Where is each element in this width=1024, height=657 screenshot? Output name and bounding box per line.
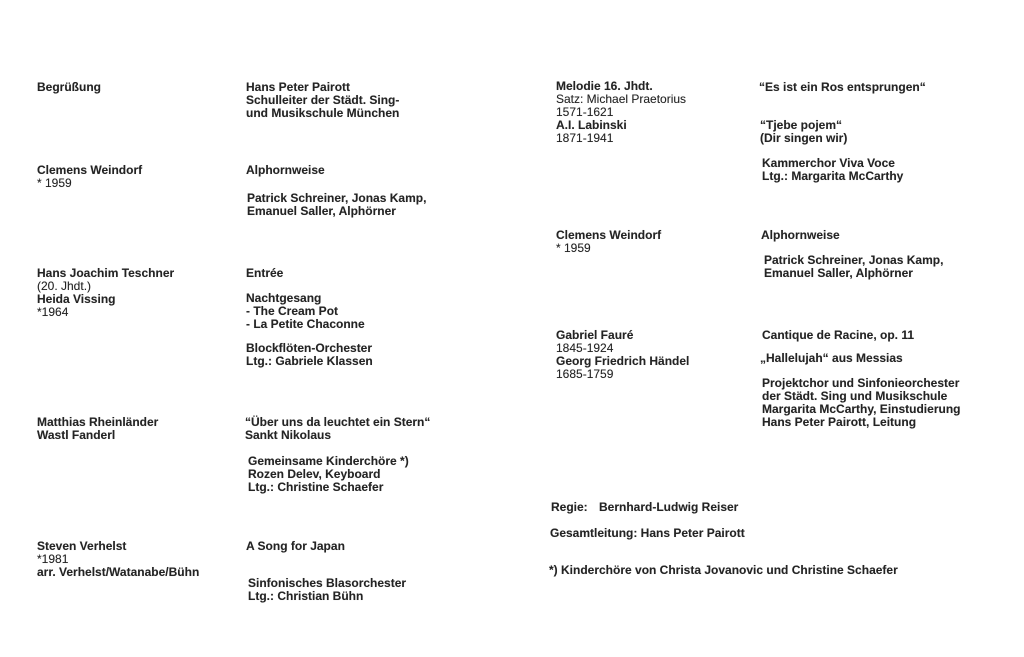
r-row3-ensemble xyxy=(762,377,960,429)
r-row1-performer xyxy=(556,80,686,145)
text-line: Margarita McCarthy, Einstudierung xyxy=(762,402,961,416)
text-line: Ltg.: Gabriele Klassen xyxy=(246,354,373,368)
r-row3-piece2 xyxy=(760,352,903,365)
text-line: (20. Jhdt.) xyxy=(37,279,92,293)
text-line: Gesamtleitung: Hans Peter Pairott xyxy=(550,526,745,540)
r-row1-piece xyxy=(759,81,926,94)
text-line: Clemens Weindorf xyxy=(556,228,662,242)
text-line: Blockflöten-Orchester xyxy=(246,341,373,355)
r-row3-piece xyxy=(762,329,914,342)
text-line: 1871-1941 xyxy=(556,131,614,145)
r-row3-performer xyxy=(556,329,689,381)
text-line: Alphornweise xyxy=(761,228,840,242)
text-line: Ltg.: Christine Schaefer xyxy=(248,480,384,494)
l-row3-performer xyxy=(37,267,174,319)
text-line: Clemens Weindorf xyxy=(37,163,143,177)
text-line: - La Petite Chaconne xyxy=(246,317,365,331)
text-line: - The Cream Pot xyxy=(246,304,339,318)
text-line: Begrüßung xyxy=(37,80,101,94)
text-line: Steven Verhelst xyxy=(37,539,127,553)
text-line: Matthias Rheinländer xyxy=(37,415,159,429)
text-line: Melodie 16. Jhdt. xyxy=(556,79,653,93)
text-line: A.I. Labinski xyxy=(556,118,627,132)
credit-regie-value xyxy=(599,501,738,514)
credit-regie-label xyxy=(551,501,588,514)
l-row2-performer xyxy=(37,164,142,190)
r-row2-piece xyxy=(761,229,840,242)
text-line: “Über uns da leuchtet ein Stern“ xyxy=(245,415,431,429)
text-line: Patrick Schreiner, Jonas Kamp, xyxy=(764,253,944,267)
l-row4-ensemble xyxy=(248,455,409,494)
text-line: 1685-1759 xyxy=(556,367,614,381)
text-line: und Musikschule München xyxy=(246,106,400,120)
text-line: Alphornweise xyxy=(246,163,325,177)
text-line: *1981 xyxy=(37,552,69,566)
l-row2-ensemble xyxy=(247,192,426,218)
text-line: Emanuel Saller, Alphörner xyxy=(764,266,913,280)
text-line: 1571-1621 xyxy=(556,105,614,119)
text-line: Hans Peter Pairott, Leitung xyxy=(762,415,917,429)
text-line: 1845-1924 xyxy=(556,341,614,355)
r-row1-ensemble xyxy=(762,157,903,183)
r-row2-performer xyxy=(556,229,661,255)
text-line: Sinfonisches Blasorchester xyxy=(248,576,407,590)
l-row5-ensemble xyxy=(248,577,406,603)
text-line: (Dir singen wir) xyxy=(760,131,848,145)
text-line: der Städt. Sing und Musikschule xyxy=(762,389,948,403)
text-line: „Hallelujah“ aus Messias xyxy=(760,351,903,365)
text-line: arr. Verhelst/Watanabe/Bühn xyxy=(37,565,200,579)
text-line: *1964 xyxy=(37,305,69,319)
l-row1-performer xyxy=(37,81,101,94)
l-row3-piece2 xyxy=(246,292,365,331)
text-line: Nachtgesang xyxy=(246,291,322,305)
text-line: Regie: xyxy=(551,500,588,514)
text-line: Ltg.: Margarita McCarthy xyxy=(762,169,904,183)
text-line: A Song for Japan xyxy=(246,539,345,553)
l-row4-piece xyxy=(245,416,430,442)
text-line: Schulleiter der Städt. Sing- xyxy=(246,93,400,107)
text-line: Ltg.: Christian Bühn xyxy=(248,589,364,603)
text-line: *) Kinderchöre von Christa Jovanovic und Christine Schaefer xyxy=(549,563,898,577)
text-line: Heida Vissing xyxy=(37,292,116,306)
r-row2-ensemble xyxy=(764,254,943,280)
text-line: Projektchor und Sinfonieorchester xyxy=(762,376,960,390)
l-row3-piece xyxy=(246,267,283,280)
text-line: Patrick Schreiner, Jonas Kamp, xyxy=(247,191,427,205)
text-line: Entrée xyxy=(246,266,284,280)
l-row1-piece xyxy=(246,81,399,120)
text-line: Wastl Fanderl xyxy=(37,428,116,442)
text-line: Satz: Michael Praetorius xyxy=(556,92,687,106)
l-row2-piece xyxy=(246,164,325,177)
credit-gesamtleitung xyxy=(550,527,745,540)
text-line: Georg Friedrich Händel xyxy=(556,354,690,368)
text-line: Kammerchor Viva Voce xyxy=(762,156,895,170)
text-line: Hans Peter Pairott xyxy=(246,80,351,94)
text-line: Hans Joachim Teschner xyxy=(37,266,175,280)
r-row1-piece2 xyxy=(760,119,847,145)
l-row3-ensemble xyxy=(246,342,373,368)
l-row5-piece xyxy=(246,540,345,553)
text-line: Gemeinsame Kinderchöre *) xyxy=(248,454,409,468)
footnote xyxy=(549,564,898,577)
text-line: Gabriel Fauré xyxy=(556,328,634,342)
l-row5-performer xyxy=(37,540,199,579)
text-line: * 1959 xyxy=(556,241,591,255)
text-line: * 1959 xyxy=(37,176,72,190)
text-line: Sankt Nikolaus xyxy=(245,428,332,442)
text-line: Bernhard-Ludwig Reiser xyxy=(599,500,739,514)
l-row4-performer xyxy=(37,416,158,442)
text-line: “Es ist ein Ros entsprungen“ xyxy=(759,80,926,94)
text-line: Emanuel Saller, Alphörner xyxy=(247,204,396,218)
text-line: Cantique de Racine, op. 11 xyxy=(762,328,915,342)
text-line: “Tjebe pojem“ xyxy=(760,118,843,132)
text-line: Rozen Delev, Keyboard xyxy=(248,467,381,481)
